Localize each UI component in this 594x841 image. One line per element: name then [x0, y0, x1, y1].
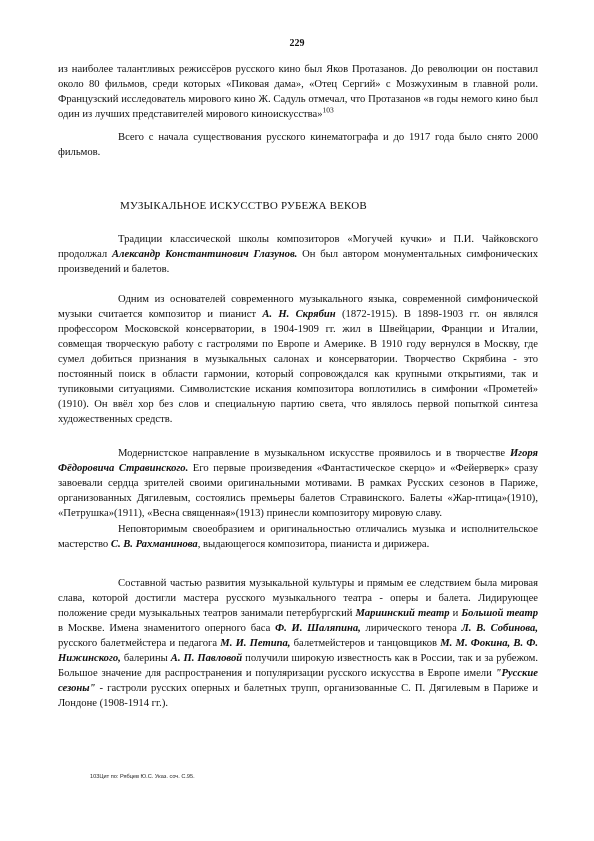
composer-name: А. Н. Скрябин — [262, 309, 336, 320]
paragraph-text: получили широкую известность как в России, так и за рубежом. Большое значение для распространения и популяризации русского искусства в Европе имели — [58, 653, 539, 679]
composer-name: Александр Константинович Глазунов. — [111, 249, 298, 260]
paragraph-text: Модернистское направление в музыкальном искусстве проявилось и в творчестве — [118, 448, 510, 459]
paragraph-text: лирического тенора — [360, 623, 462, 634]
theatre-name: Мариинский театр — [355, 608, 450, 619]
theatre-name: Большой театр — [461, 608, 539, 619]
paragraph-text: Традиции классической школы композиторов «Могучей кучки» и П.И. Чайковского продолжал — [58, 234, 538, 260]
paragraph-text: , выдающегося композитора, пианиста и дирижера. — [197, 539, 430, 550]
paragraph-text: - гастроли русских оперных и балетных трупп, организованные С. П. Дягилевым в Париже и Лондоне (1908-1914 гг.). — [58, 683, 538, 709]
composer-name: Игоря Фёдоровича Стравинского. — [58, 448, 538, 474]
paragraph-protazanov — [58, 62, 538, 122]
paragraph-stravinsky — [58, 446, 538, 521]
performer-name: Ф. И. Шаляпина, — [275, 623, 361, 634]
paragraph-film-count: Всего с начала существования русского кинематографа и до 1917 года было снято 2000 фильмов. — [58, 132, 538, 158]
event-name: "Русские сезоны" — [58, 668, 538, 694]
paragraph-text: балерины — [120, 653, 171, 664]
performer-name: Л. В. Собинова, — [461, 623, 539, 634]
paragraph-text: в Москве. Имена знаменитого оперного баса — [58, 623, 276, 634]
paragraph-text: Неповторимым своеобразием и оригинальностью отличались музыка и исполнительское мастерство — [58, 524, 538, 550]
paragraph-text: и — [449, 608, 462, 619]
paragraph-text: Одним из основателей современного музыкального языка, современной симфонической музыки считается композитор и пианист — [58, 294, 538, 320]
paragraph-scriabin — [58, 292, 538, 427]
performer-name: М. И. Петипа, — [220, 638, 291, 649]
paragraph-text: балетмейстеров и танцовщиков — [290, 638, 441, 649]
paragraph-text: Он был автором монументальных симфонических произведений и балетов. — [58, 249, 539, 275]
composer-name: С. В. Рахманинова — [110, 539, 198, 550]
page-number: 229 — [289, 38, 305, 49]
paragraph-text: Составной частью развития музыкальной культуры и прямым ее следствием была мировая слава, которой достигли мастера русского музыкального театра - оперы и балета. Лидирующее положение среди музыкальных театров занимали петербургский — [58, 578, 538, 619]
performer-name: А. П. Павловой — [170, 653, 243, 664]
paragraph-text: русского балетмейстера и педагога — [58, 638, 221, 649]
paragraph-glazunov — [58, 232, 538, 277]
paragraph-music-theatre — [58, 576, 538, 711]
footnote-reference: 103 — [322, 105, 334, 115]
paragraph-text: из наиболее талантливых режиссёров русского кино был Яков Протазанов. До революции он поставил около 80 фильмов, среди которых «Пиковая дама», «Отец Сергий» с Мозжухиным в главной роли. Французский исследователь мирового кино Ж. Садуль отмечал, что Протазанов «в годы немого кино был один из лучших представителей мирового киноискусства» — [58, 64, 538, 120]
footnote: 103Цит по: Рябцев Ю.С. Указ. соч. С.95. — [90, 774, 195, 780]
paragraph-text: Его первые произведения «Фантастическое скерцо» и «Фейерверк» сразу завоевали сердца зрителей своими оригинальными мотивами. В рамках Русских сезонов в Париже, организованных Дягилевым, состоялись премьеры балетов Стравинского. Балеты «Жар-птица»(1910), «Петрушка»(1911), «Весна священная»(1913) принесли композитору мировую славу. — [58, 463, 538, 519]
paragraph-text: (1872-1915). В 1898-1903 гг. он являлся профессором Московской консерватории, в 1904-1909 гг. жил в Швейцарии, Франции и Италии, совмещая творческую работу с гастролями по Европе и Америке. В 1910 году вернулся в Москву, где сумел добиться признания в музыкальных салонах и консерватории. Творчество Скрябина - это постоянный поиск в области гармонии, который сопровождался как крупными открытиями, так и тупиковыми ситуациями. Символистские искания композитора воплотились в симфонии «Прометей» (1910). Он ввёл хор без слов и специальную партию света, что являлось первой попыткой синтеза художественных средств. — [58, 309, 538, 425]
paragraph-rachmaninov — [58, 522, 538, 552]
section-heading: МУЗЫКАЛЬНОЕ ИСКУССТВО РУБЕЖА ВЕКОВ — [120, 200, 367, 212]
performer-name: М. М. Фокина, В. Ф. Нижинского, — [58, 638, 538, 664]
